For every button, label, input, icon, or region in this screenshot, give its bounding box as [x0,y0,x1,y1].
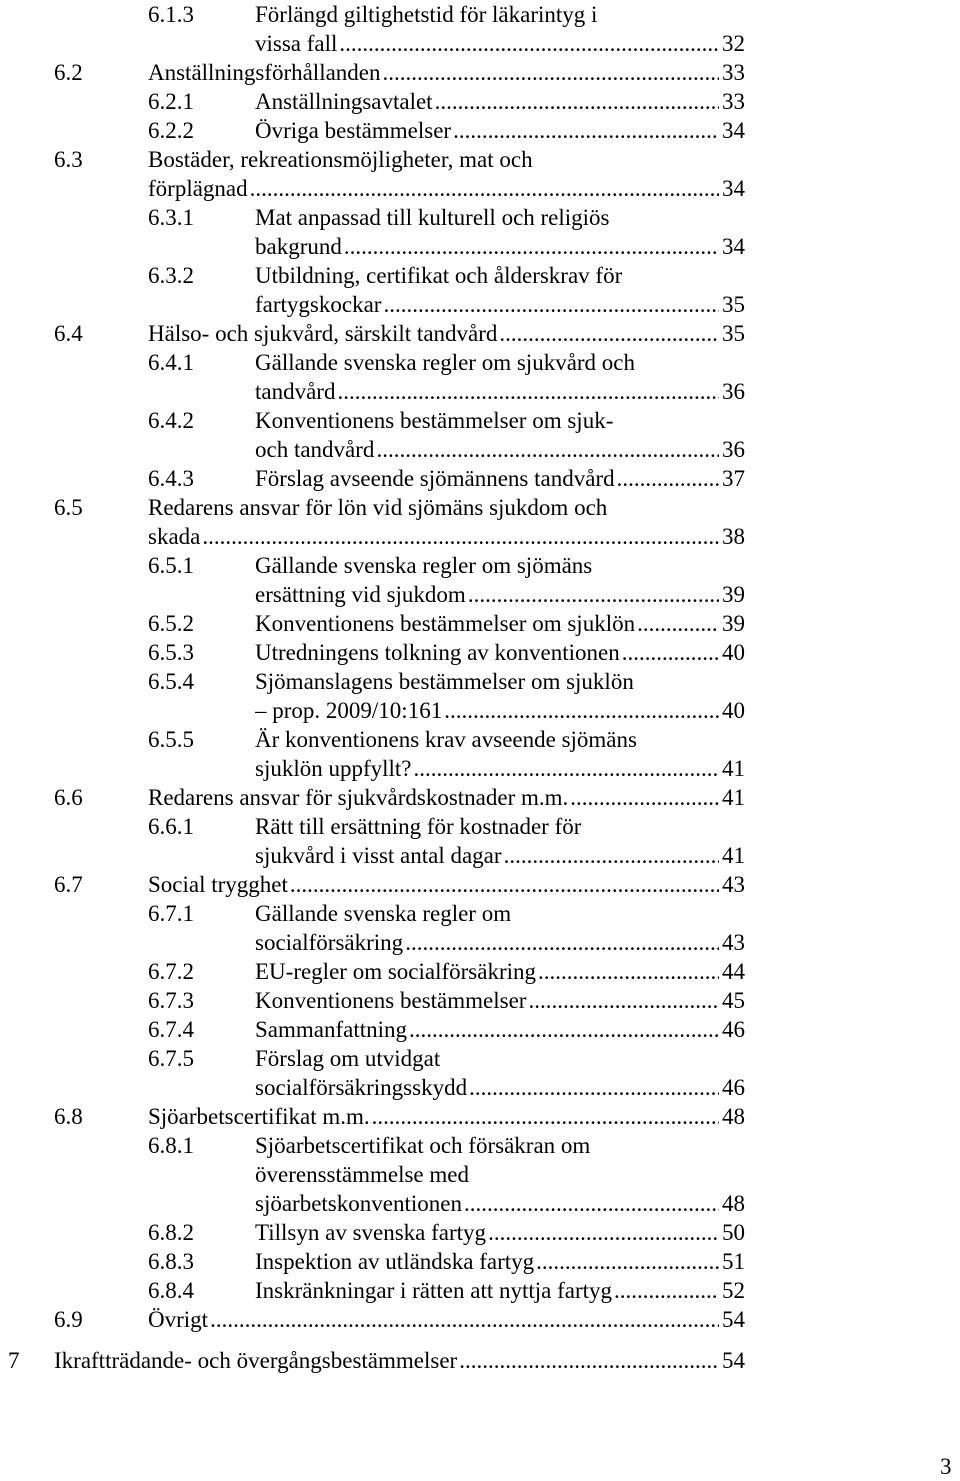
toc-entry-title: Utredningens tolkning av konventionen [255,640,620,665]
toc-entry-page: 34 [722,118,745,143]
toc-entry-title: Sjöarbetscertifikat m.m. [148,1104,370,1129]
toc-entry-number: 6.5.4 [148,669,194,694]
toc-entry-number: 6.4.3 [148,466,194,491]
toc-entry-number: 6.7.5 [148,1046,194,1071]
toc-entry-last-line[interactable] [255,435,745,464]
toc-entry-title: – prop. 2009/10:161 [255,698,443,723]
toc-entry-page: 51 [722,1249,745,1274]
toc-entry-last-line[interactable] [148,783,745,812]
dot-leader [469,1073,719,1102]
dot-leader [376,435,719,464]
toc-entry-line[interactable]: överensstämmelse med [255,1162,469,1187]
toc-entry-number: 6.5.5 [148,727,194,752]
toc-entry-page: 33 [722,60,745,85]
toc-entry-title: Inskränkningar i rätten att nyttja fartyg [255,1278,613,1303]
dot-leader [414,754,719,783]
toc-entry-page: 52 [722,1278,745,1303]
dot-leader [453,116,719,145]
dot-leader [202,522,719,551]
toc-entry-line[interactable]: Gällande svenska regler om sjukvård och [255,350,636,375]
toc-entry-last-line[interactable] [255,986,745,1015]
toc-entry-title: Tillsyn av svenska fartyg [255,1220,487,1245]
toc-entry-last-line[interactable] [255,1276,745,1305]
toc-entry-last-line[interactable] [148,870,745,899]
toc-entry-number: 6.5.1 [148,553,194,578]
toc-entry-title: Hälso- och sjukvård, särskilt tandvård [148,321,498,346]
dot-leader [504,841,719,870]
toc-entry-number: 6.2.1 [148,89,194,114]
dot-leader [614,1276,719,1305]
toc-entry-title: socialförsäkring [255,930,404,955]
dot-leader [536,1247,719,1276]
toc-entry-line[interactable]: Sjöarbetscertifikat och försäkran om [255,1133,591,1158]
toc-entry-title: fartygskockar [255,292,382,317]
toc-entry-number: 6.3.1 [148,205,194,230]
dot-leader [337,377,719,406]
toc-entry-last-line[interactable] [255,580,745,609]
toc-entry-page: 48 [722,1191,745,1216]
dot-leader [444,696,719,725]
toc-entry-line[interactable]: Gällande svenska regler om sjömäns [255,553,593,578]
toc-entry-number: 6.4.2 [148,408,194,433]
toc-entry-line[interactable]: Gällande svenska regler om [255,901,512,926]
toc-entry-title: sjuklön uppfyllt? [255,756,412,781]
toc-entry-page: 41 [722,785,745,810]
toc-entry-last-line[interactable] [255,696,745,725]
toc-entry-line[interactable]: Utbildning, certifikat och ålderskrav för [255,263,623,288]
toc-entry-line[interactable]: Rätt till ersättning för kostnader för [255,814,582,839]
toc-entry-number: 6.5.3 [148,640,194,665]
toc-entry-title: Sammanfattning [255,1017,408,1042]
toc-entry-page: 40 [722,698,745,723]
dot-leader [488,1218,719,1247]
toc-entry-page: 46 [722,1075,745,1100]
toc-entry-page: 35 [722,292,745,317]
toc-entry-number: 6.2.2 [148,118,194,143]
toc-entry-last-line[interactable] [255,957,745,986]
toc-entry-page: 36 [722,437,745,462]
toc-entry-last-line[interactable] [255,609,745,638]
toc-entry-title: vissa fall [255,31,338,56]
toc-entry-title: Inspektion av utländska fartyg [255,1249,535,1274]
toc-entry-title: tandvård [255,379,336,404]
dot-leader [637,609,719,638]
toc-entry-title: Social trygghet [148,872,288,897]
dot-leader [464,1189,719,1218]
toc-entry-title: och tandvård [255,437,375,462]
toc-entry-title: bakgrund [255,234,342,259]
toc-entry-last-line[interactable] [255,29,745,58]
toc-entry-last-line[interactable] [255,928,745,957]
toc-entry-page: 35 [722,321,745,346]
toc-entry-title: skada [148,524,201,549]
toc-entry-page: 37 [722,466,745,491]
dot-leader [617,464,719,493]
toc-entry-number: 6.8.3 [148,1249,194,1274]
toc-entry-page: 46 [722,1017,745,1042]
toc-entry-line[interactable]: Förlängd giltighetstid för läkarintyg i [255,2,598,27]
toc-entry-title: Förslag avseende sjömännens tandvård [255,466,615,491]
dot-leader [344,232,719,261]
toc-entry-page: 40 [722,640,745,665]
dot-leader [622,638,719,667]
toc-entry-title: Konventionens bestämmelser [255,988,527,1013]
toc-entry-last-line[interactable] [255,1015,745,1044]
toc-entry-last-line[interactable] [148,1102,745,1131]
dot-leader [290,870,719,899]
toc-entry-number: 6.9 [54,1307,83,1332]
toc-entry-number: 6.5 [54,495,83,520]
toc-entry-last-line[interactable] [255,232,745,261]
toc-entry-last-line[interactable] [255,377,745,406]
toc-entry-title: Ikraftträdande- och övergångsbestämmelser [54,1347,458,1373]
toc-entry-page: 48 [722,1104,745,1129]
dot-leader [372,1102,719,1131]
toc-entry-page: 54 [722,1307,745,1332]
toc-entry-page: 38 [722,524,745,549]
toc-entry-line[interactable]: Är konventionens krav avseende sjömäns [255,727,637,752]
toc-entry-last-line[interactable] [148,319,745,348]
toc-entry-number: 6.8.1 [148,1133,194,1158]
toc-entry-page: 44 [722,959,745,984]
toc-entry-page: 43 [722,872,745,897]
dot-leader [250,174,719,203]
dot-leader [435,87,719,116]
toc-entry-last-line[interactable] [255,841,745,870]
toc-entry-title: Redarens ansvar för sjukvårdskostnader m.m. [148,785,569,810]
toc-entry-title: Övrigt [148,1307,209,1332]
toc-entry-last-line[interactable] [148,1305,745,1334]
toc-entry-title: förplägnad [148,176,248,201]
dot-leader [405,928,719,957]
toc-entry-line[interactable]: Förslag om utvidgat [255,1046,441,1071]
dot-leader [570,783,719,812]
toc-entry-number: 6.8 [54,1104,83,1129]
toc-entry-title: Anställningsavtalet [255,89,433,114]
toc-entry-number: 6.3 [54,147,83,172]
toc-entry-title: Anställningsförhållanden [148,60,381,85]
toc-entry-title: sjöarbetskonventionen [255,1191,462,1216]
toc-entry-last-line[interactable] [255,1218,745,1247]
toc-entry-line[interactable]: Redarens ansvar för lön vid sjömäns sjukdom och [148,495,608,520]
toc-entry-page: 34 [722,176,745,201]
toc-entry-last-line[interactable] [255,290,745,319]
toc-entry-number: 6.5.2 [148,611,194,636]
dot-leader [383,58,719,87]
toc-entry-number: 6.1.3 [148,2,194,27]
toc-entry-number: 6.6.1 [148,814,194,839]
dot-leader [499,319,719,348]
toc-entry-page: 32 [722,31,745,56]
toc-entry-last-line[interactable] [255,116,745,145]
toc-entry-last-line[interactable] [54,1346,745,1375]
toc-entry-last-line[interactable] [255,1073,745,1102]
toc-entry-last-line[interactable] [148,522,745,551]
toc-entry-title: ersättning vid sjukdom [255,582,466,607]
toc-entry-last-line[interactable] [148,174,745,203]
page-number: 3 [940,1454,952,1479]
dot-leader [538,957,719,986]
toc-entry-title: sjukvård i visst antal dagar [255,843,502,868]
dot-leader [210,1305,719,1334]
dot-leader [468,580,719,609]
toc-entry-page: 33 [722,89,745,114]
toc-entry-title: EU-regler om socialförsäkring [255,959,537,984]
toc-entry-number: 6.7 [54,872,83,897]
toc-entry-last-line[interactable] [255,638,745,667]
toc-entry-title: Konventionens bestämmelser om sjuklön [255,611,636,636]
toc-entry-last-line[interactable] [255,87,745,116]
toc-entry-page: 54 [722,1347,745,1373]
toc-entry-number: 6.6 [54,785,83,810]
toc-entry-title: socialförsäkringsskydd [255,1075,468,1100]
toc-entry-last-line[interactable] [148,58,745,87]
dot-leader [383,290,719,319]
toc-entry-line[interactable]: Sjömanslagens bestämmelser om sjuklön [255,669,634,694]
toc-entry-page: 41 [722,843,745,868]
toc-entry-number: 6.8.2 [148,1220,194,1245]
toc-entry-number: 6.8.4 [148,1278,194,1303]
toc-entry-number: 6.7.4 [148,1017,194,1042]
toc-entry-line[interactable]: Konventionens bestämmelser om sjuk- [255,408,614,433]
toc-entry-last-line[interactable] [255,1189,745,1218]
toc-entry-page: 39 [722,611,745,636]
toc-entry-page: 39 [722,582,745,607]
toc-entry-number: 6.2 [54,60,83,85]
toc-entry-page: 41 [722,756,745,781]
toc-entry-line[interactable]: Bostäder, rekreationsmöjligheter, mat och [148,147,533,172]
dot-leader [409,1015,719,1044]
toc-entry-number: 6.7.3 [148,988,194,1013]
toc-entry-page: 45 [722,988,745,1013]
toc-entry-line[interactable]: Mat anpassad till kulturell och religiös [255,205,610,230]
toc-entry-number: 6.4 [54,321,83,346]
toc-entry-last-line[interactable] [255,754,745,783]
toc-entry-number: 6.7.1 [148,901,194,926]
toc-entry-page: 34 [722,234,745,259]
toc-entry-title: Övriga bestämmelser [255,118,452,143]
toc-entry-number: 7 [8,1347,20,1373]
dot-leader [528,986,719,1015]
dot-leader [459,1346,719,1375]
toc-entry-last-line[interactable] [255,1247,745,1276]
toc-entry-number: 6.3.2 [148,263,194,288]
toc-entry-last-line[interactable] [255,464,745,493]
dot-leader [339,29,719,58]
toc-entry-page: 50 [722,1220,745,1245]
toc-entry-page: 36 [722,379,745,404]
toc-entry-number: 6.4.1 [148,350,194,375]
toc-entry-number: 6.7.2 [148,959,194,984]
toc-entry-page: 43 [722,930,745,955]
